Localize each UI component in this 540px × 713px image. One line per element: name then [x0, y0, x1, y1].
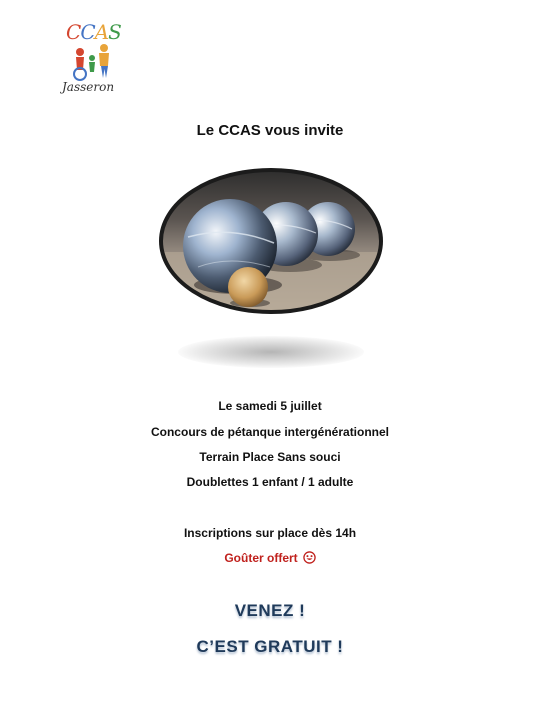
- treat-offer: [0, 551, 540, 565]
- invitation-heading: Le CCAS vous invite: [196, 122, 344, 139]
- registration-info: Inscriptions sur place dès 14h: [183, 526, 357, 540]
- petanque-boules-photo: [158, 167, 384, 315]
- logo-title: CCAS: [66, 20, 121, 44]
- event-title: Concours de pétanque intergénérationnel: [150, 425, 390, 439]
- event-format: Doublettes 1 enfant / 1 adulte: [186, 475, 354, 489]
- logo-subtitle: Jasseron: [62, 80, 115, 94]
- callout-gratuit: C’EST GRATUIT !: [196, 637, 344, 656]
- ccas-logo: [58, 20, 132, 100]
- event-location: Terrain Place Sans souci: [199, 450, 341, 464]
- callout-venez: VENEZ !: [234, 601, 306, 620]
- event-date: Le samedi 5 juillet: [218, 399, 322, 413]
- smiley-icon: [303, 551, 316, 564]
- photo-shadow: [178, 336, 364, 368]
- treat-text: Goûter offert: [224, 551, 298, 565]
